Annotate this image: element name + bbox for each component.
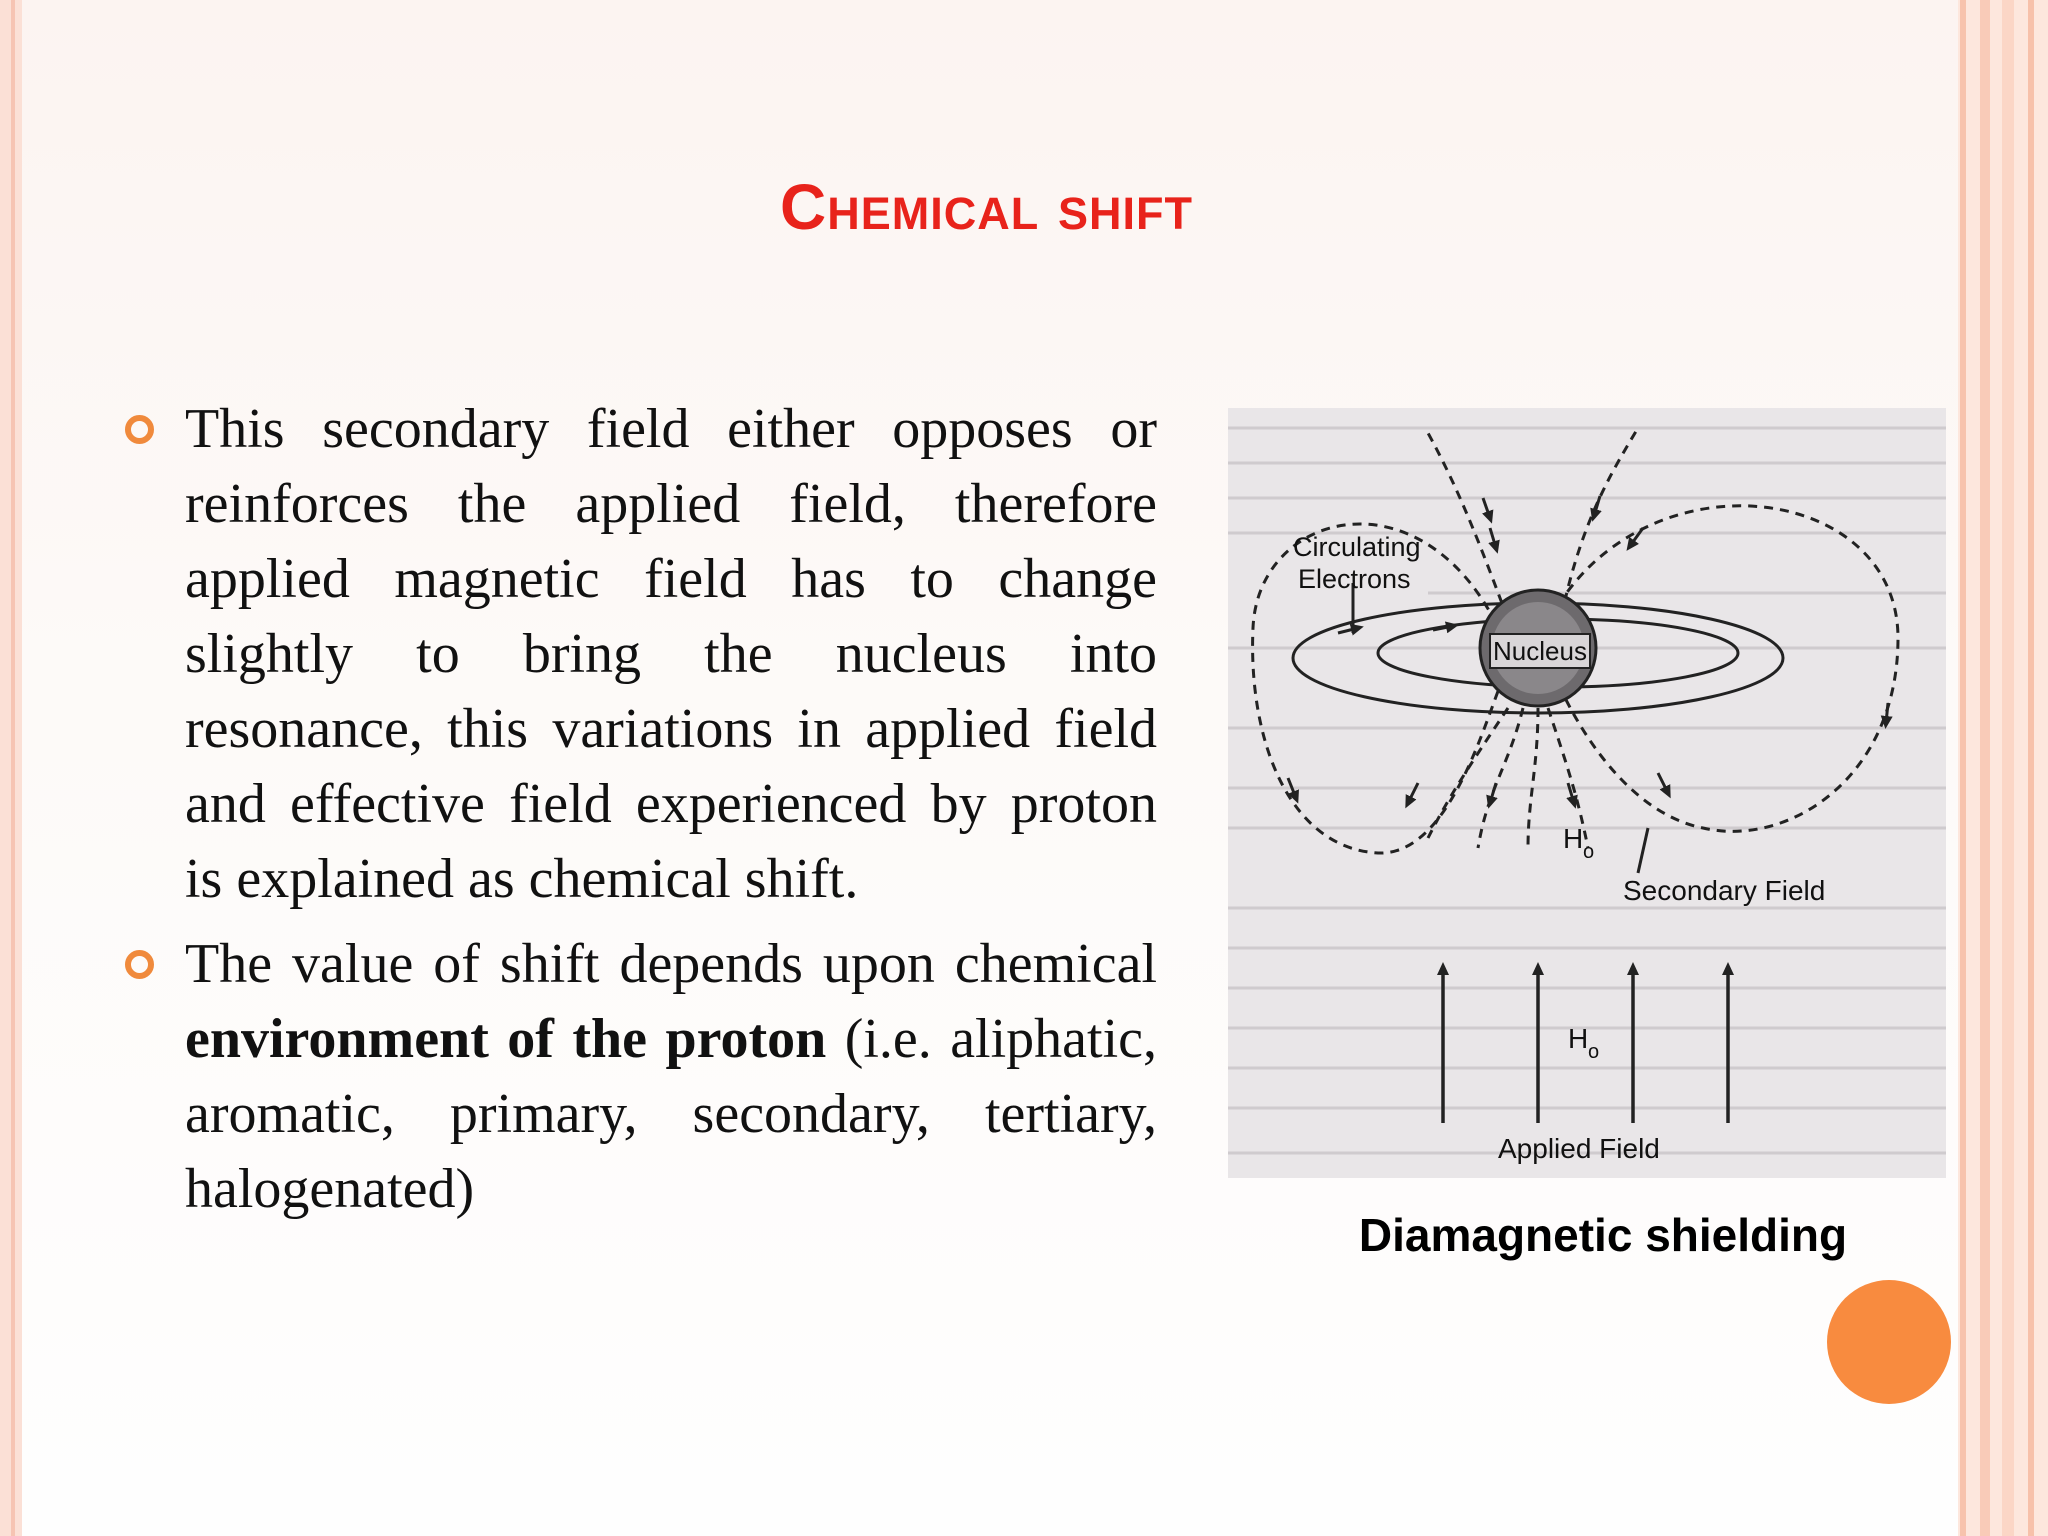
decorative-orange-circle	[1827, 1280, 1951, 1404]
figure-caption: Diamagnetic shielding	[1358, 1209, 1848, 1261]
diamagnetic-shielding-figure	[1228, 408, 1946, 1178]
slide-title: Chemical shift	[780, 171, 1193, 243]
bullet-circle-icon	[125, 415, 154, 444]
applied-field-label: Applied Field	[1498, 1133, 1660, 1164]
bullet-text: This secondary field either opposes or reinforces the applied field, therefore applied magnetic field has to change slightly to bring the nucleus into resonance, this variations in applied field and effective field experienced by proton is explained as chemical shift.	[185, 398, 1157, 910]
nucleus-label: Nucleus	[1493, 636, 1587, 666]
h0-top-subscript: o	[1583, 841, 1595, 863]
bullet-text-bold: environment of the proton	[185, 1008, 827, 1070]
bullet-text-suffix: (i.e. aliphatic, aromatic, primary, secondary, tertiary, halogenated)	[185, 1008, 1157, 1220]
circulating-label: Circulating	[1293, 532, 1421, 562]
left-border-decoration	[0, 0, 22, 1536]
secondary-field-label: Secondary Field	[1623, 875, 1826, 906]
bullet-item	[125, 392, 1157, 917]
bullet-text-prefix: The value of shift depends upon chemical	[185, 933, 1157, 995]
secondary-field-pointer	[1638, 828, 1648, 873]
bullet-list	[125, 392, 1157, 1237]
h0-bottom-label: H	[1568, 1023, 1589, 1054]
electrons-label: Electrons	[1298, 564, 1411, 594]
diagram-svg	[1228, 408, 1946, 1178]
bullet-circle-icon	[125, 950, 154, 979]
h0-top-label: H	[1563, 823, 1584, 854]
h0-bottom-subscript: o	[1588, 1041, 1600, 1063]
right-border-decoration	[1958, 0, 2048, 1536]
bullet-item	[125, 927, 1157, 1227]
